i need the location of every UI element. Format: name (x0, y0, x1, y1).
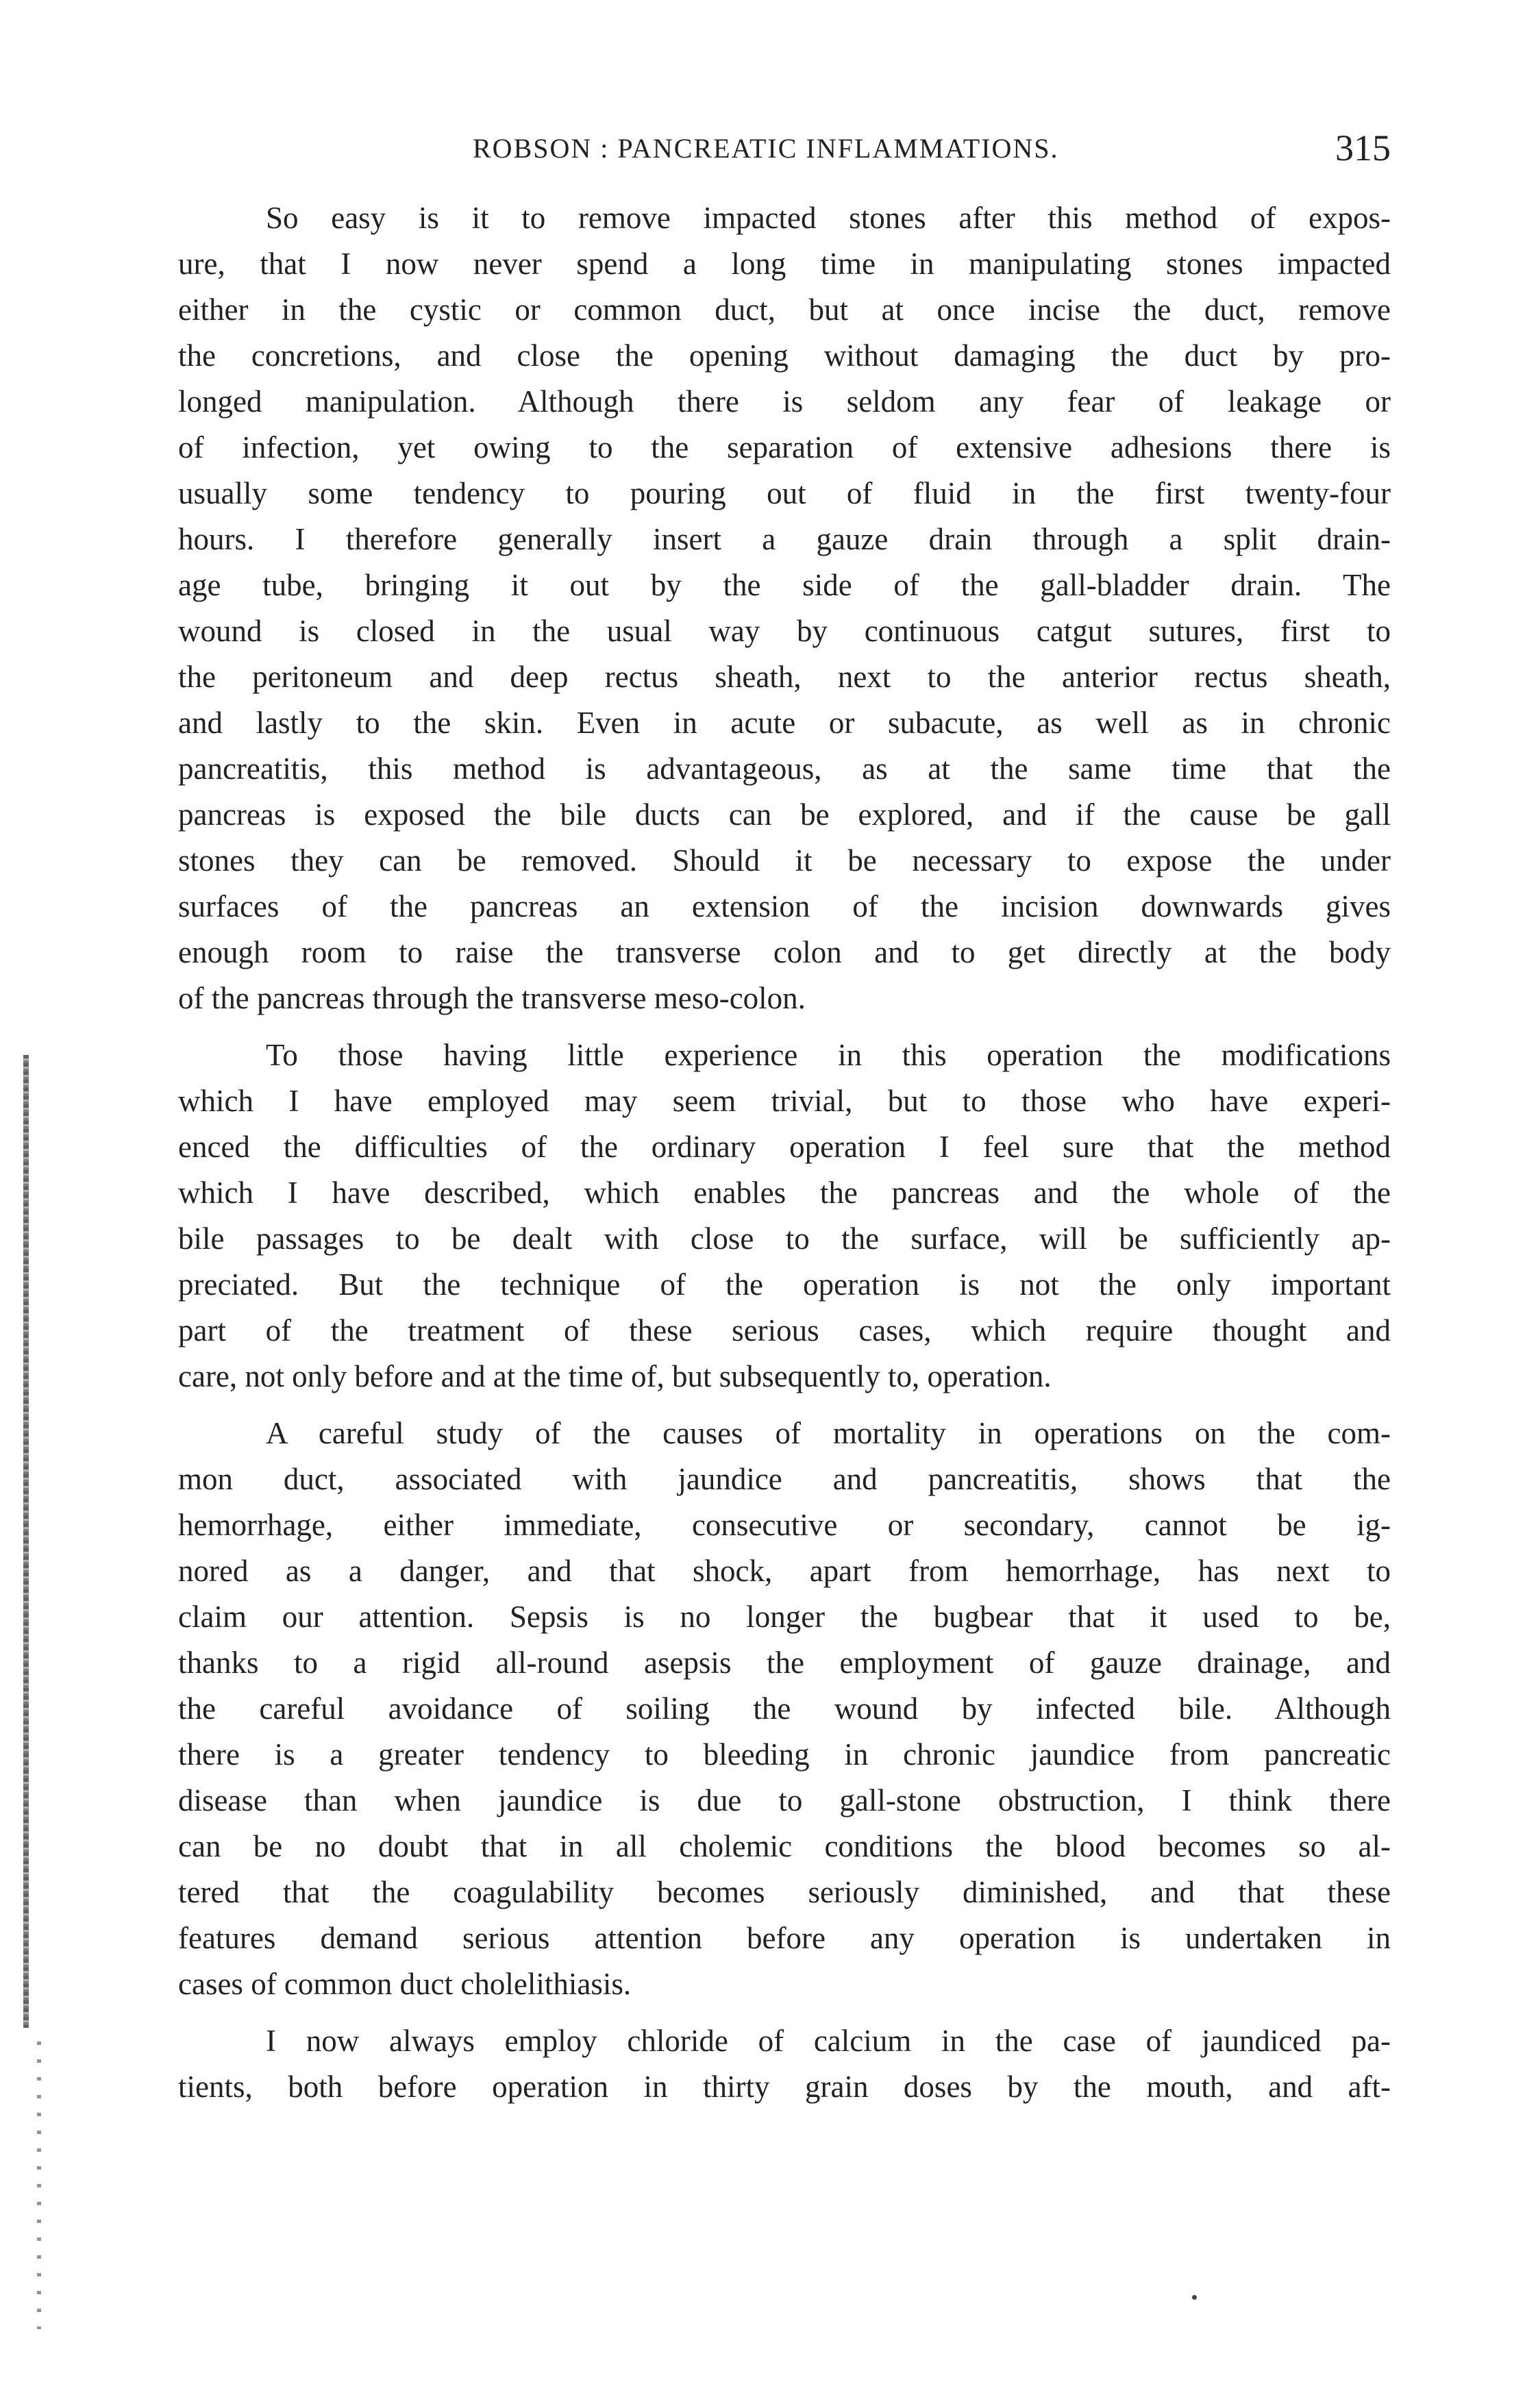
text-line: enough room to raise the transverse colon and to get directly at the body (178, 935, 1391, 969)
body-text (178, 195, 1391, 2121)
text-line: surfaces of the pancreas an extension of the incision downwards gives (178, 889, 1391, 923)
text-line: the peritoneum and deep rectus sheath, next to the anterior rectus sheath, (178, 660, 1391, 694)
text-line: features demand serious attention before any operation is undertaken in (178, 1921, 1391, 1955)
text-line: of the pancreas through the transverse meso-colon. (178, 981, 806, 1015)
text-line: So easy is it to remove impacted stones after this method of expos- (266, 201, 1391, 235)
ink-speck (1192, 2295, 1197, 2300)
text-line: pancreatitis, this method is advantageous, as at the same time that the (178, 752, 1391, 786)
text-line: hemorrhage, either immediate, consecutive or secondary, cannot be ig- (178, 1508, 1391, 1542)
text-line: To those having little experience in this operation the modifications (266, 1038, 1391, 1072)
text-line: thanks to a rigid all-round asepsis the employment of gauze drainage, and (178, 1646, 1391, 1680)
text-line: wound is closed in the usual way by continuous catgut sutures, first to (178, 614, 1391, 648)
text-line: ure, that I now never spend a long time in manipulating stones impacted (178, 247, 1391, 281)
text-line: enced the difficulties of the ordinary operation I feel sure that the method (178, 1130, 1391, 1164)
running-head (178, 127, 1391, 175)
text-line: pancreas is exposed the bile ducts can be explored, and if the cause be gall (178, 797, 1391, 832)
text-line: which I have described, which enables the pancreas and the whole of the (178, 1176, 1391, 1210)
text-line: part of the treatment of these serious cases, which require thought and (178, 1313, 1391, 1348)
text-line: there is a greater tendency to bleeding in chronic jaundice from pancreatic (178, 1737, 1391, 1772)
text-line: the careful avoidance of soiling the wound by infected bile. Although (178, 1691, 1391, 1726)
text-line: age tube, bringing it out by the side of the gall-bladder drain. The (178, 568, 1391, 602)
text-line: usually some tendency to pouring out of fluid in the first twenty-four (178, 476, 1391, 510)
text-line: longed manipulation. Although there is seldom any fear of leakage or (178, 384, 1391, 419)
text-line: the concretions, and close the opening without damaging the duct by pro- (178, 338, 1391, 373)
running-title: ROBSON : PANCREATIC INFLAMMATIONS. (473, 133, 1059, 164)
text-line: hours. I therefore generally insert a gauze drain through a split drain- (178, 522, 1391, 556)
text-line: cases of common duct cholelithiasis. (178, 1967, 632, 2001)
text-line: and lastly to the skin. Even in acute or subacute, as well as in chronic (178, 706, 1391, 740)
paragraph-1 (178, 195, 1391, 1021)
text-line: can be no doubt that in all cholemic conditions the blood becomes so al- (178, 1829, 1391, 1863)
text-line: care, not only before and at the time of, but subsequently to, operation. (178, 1359, 1052, 1393)
text-line: either in the cystic or common duct, but at once incise the duct, remove (178, 293, 1391, 327)
paragraph-4 (178, 2018, 1391, 2110)
text-line: tered that the coagulability becomes seriously diminished, and that these (178, 1875, 1391, 1909)
text-line: claim our attention. Sepsis is no longer the bugbear that it used to be, (178, 1600, 1391, 1634)
text-line: mon duct, associated with jaundice and pancreatitis, shows that the (178, 1462, 1391, 1496)
paragraph-3 (178, 1411, 1391, 2007)
text-line: tients, both before operation in thirty grain doses by the mouth, and aft- (178, 2070, 1391, 2104)
text-line: of infection, yet owing to the separation of extensive adhesions there is (178, 430, 1391, 464)
text-line: nored as a danger, and that shock, apart from hemorrhage, has next to (178, 1554, 1391, 1588)
binding-edge-artifact (23, 1055, 29, 2028)
binding-dots-artifact (37, 2041, 41, 2329)
text-line: A careful study of the causes of mortality in operations on the com- (266, 1416, 1391, 1450)
page-number: 315 (1335, 127, 1391, 169)
text-line: I now always employ chloride of calcium in the case of jaundiced pa- (266, 2024, 1391, 2058)
text-line: bile passages to be dealt with close to the surface, will be sufficiently ap- (178, 1221, 1391, 1256)
paragraph-2 (178, 1032, 1391, 1400)
text-line: disease than when jaundice is due to gall-stone obstruction, I think there (178, 1783, 1391, 1817)
text-line: which I have employed may seem trivial, but to those who have experi- (178, 1084, 1391, 1118)
text-line: preciated. But the technique of the operation is not the only important (178, 1267, 1391, 1302)
text-line: stones they can be removed. Should it be necessary to expose the under (178, 843, 1391, 878)
